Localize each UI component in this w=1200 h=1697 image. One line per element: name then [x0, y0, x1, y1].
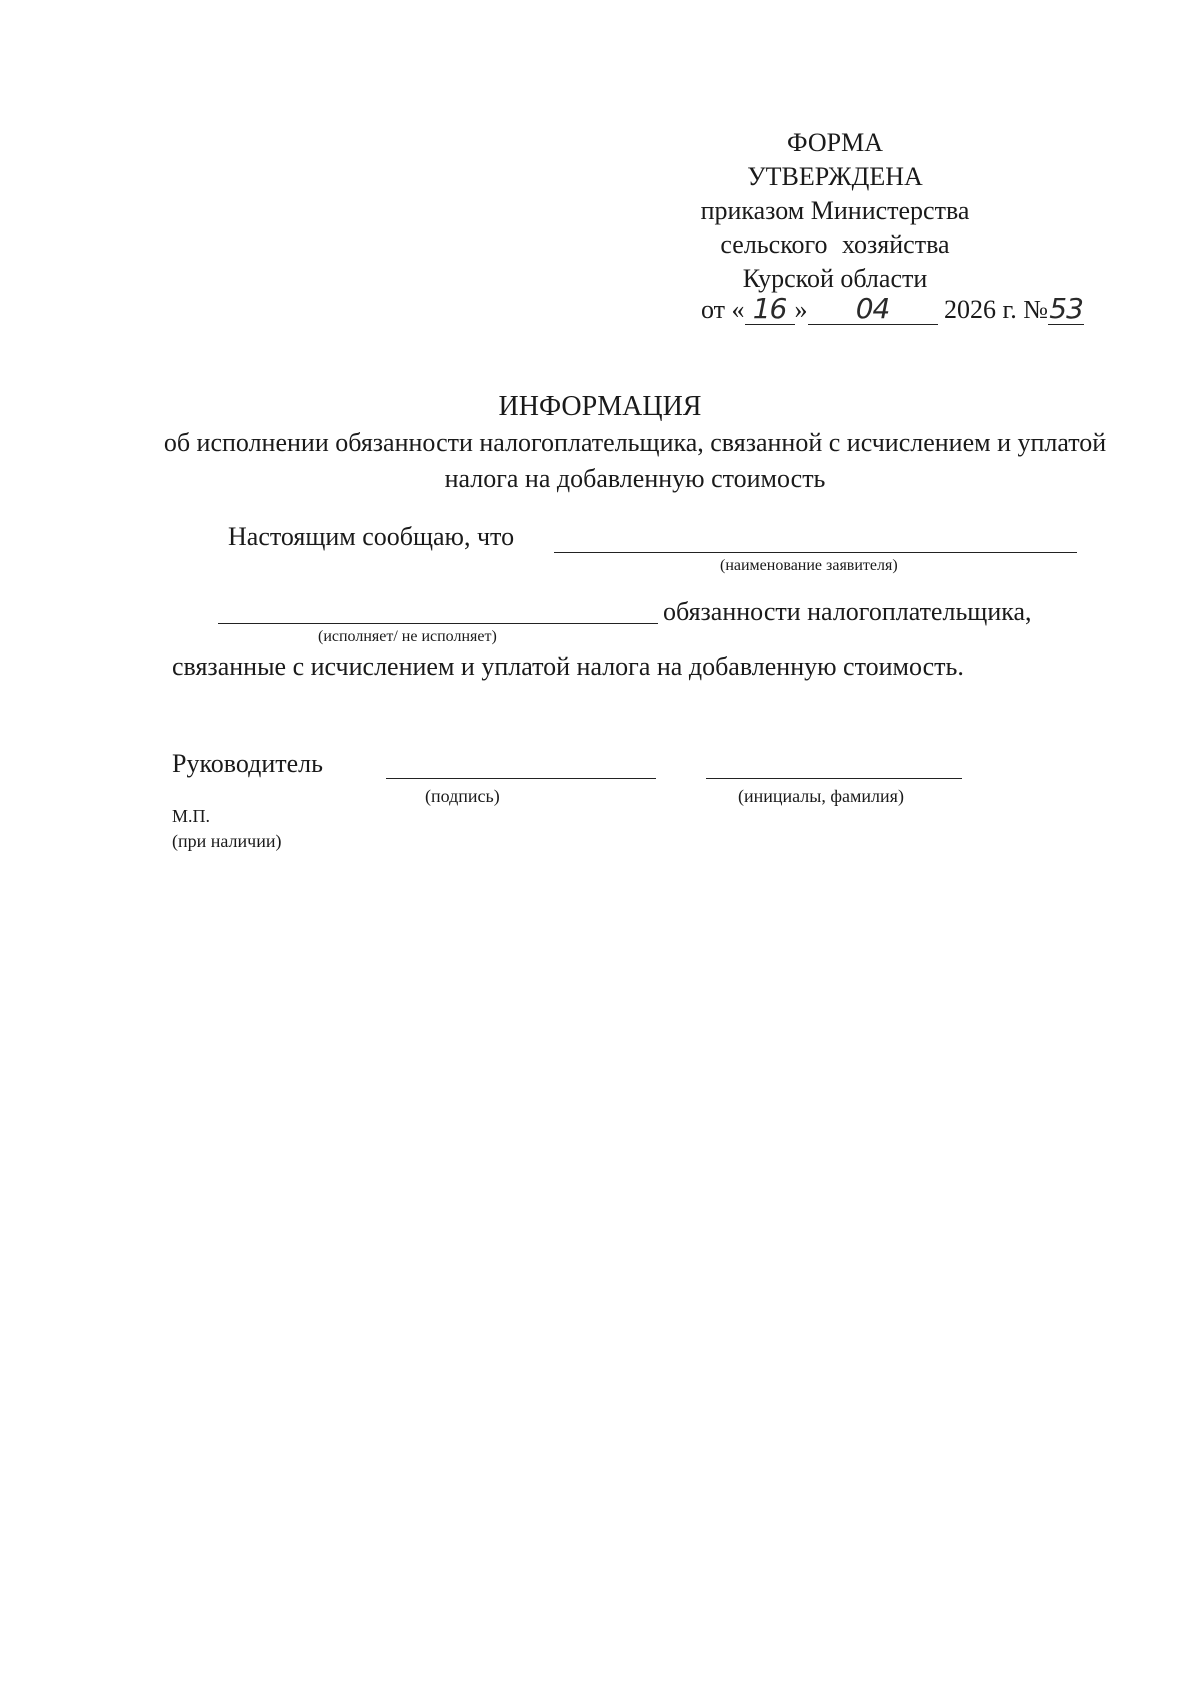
form-label: ФОРМА: [787, 128, 883, 157]
conclusion-text: связанные с исчислением и уплатой налога на добавленную стоимость.: [172, 652, 964, 681]
document-subtitle: об исполнении обязанности налогоплательщика, связанной с исчислением и уплатой налога на добавленную стоимость: [163, 428, 1107, 493]
name-caption: (инициалы, фамилия): [738, 786, 904, 806]
date-prefix: от «: [701, 295, 745, 324]
signature-field[interactable]: [386, 778, 656, 779]
head-label: Руководитель: [172, 749, 323, 778]
applicant-name-field[interactable]: [554, 552, 1077, 553]
fulfills-field[interactable]: [218, 623, 658, 624]
order-line-2: сельского хозяйства: [720, 230, 950, 259]
order-number: 53: [1049, 292, 1083, 325]
fulfills-caption: (исполняет/ не исполняет): [318, 628, 497, 645]
signature-caption: (подпись): [425, 786, 500, 806]
date-mid: »: [794, 295, 808, 324]
intro-text: Настоящим сообщаю, что: [228, 522, 515, 551]
order-day: 16: [745, 294, 795, 325]
order-line-1: приказом Министерства: [700, 196, 970, 225]
order-line-3: Курской области: [742, 264, 928, 293]
name-field[interactable]: [706, 778, 962, 779]
order-date-line: [701, 293, 1084, 327]
seal-label: М.П.: [172, 806, 211, 826]
duties-text: обязанности налогоплательщика,: [663, 597, 1032, 626]
document-title: ИНФОРМАЦИЯ: [498, 391, 702, 422]
order-month: 04: [808, 294, 938, 325]
approved-label: УТВЕРЖДЕНА: [747, 162, 923, 191]
order-year-text: 2026 г. №: [944, 295, 1049, 324]
seal-note: (при наличии): [172, 831, 282, 851]
approval-block: [700, 126, 970, 296]
applicant-caption: (наименование заявителя): [720, 557, 898, 574]
